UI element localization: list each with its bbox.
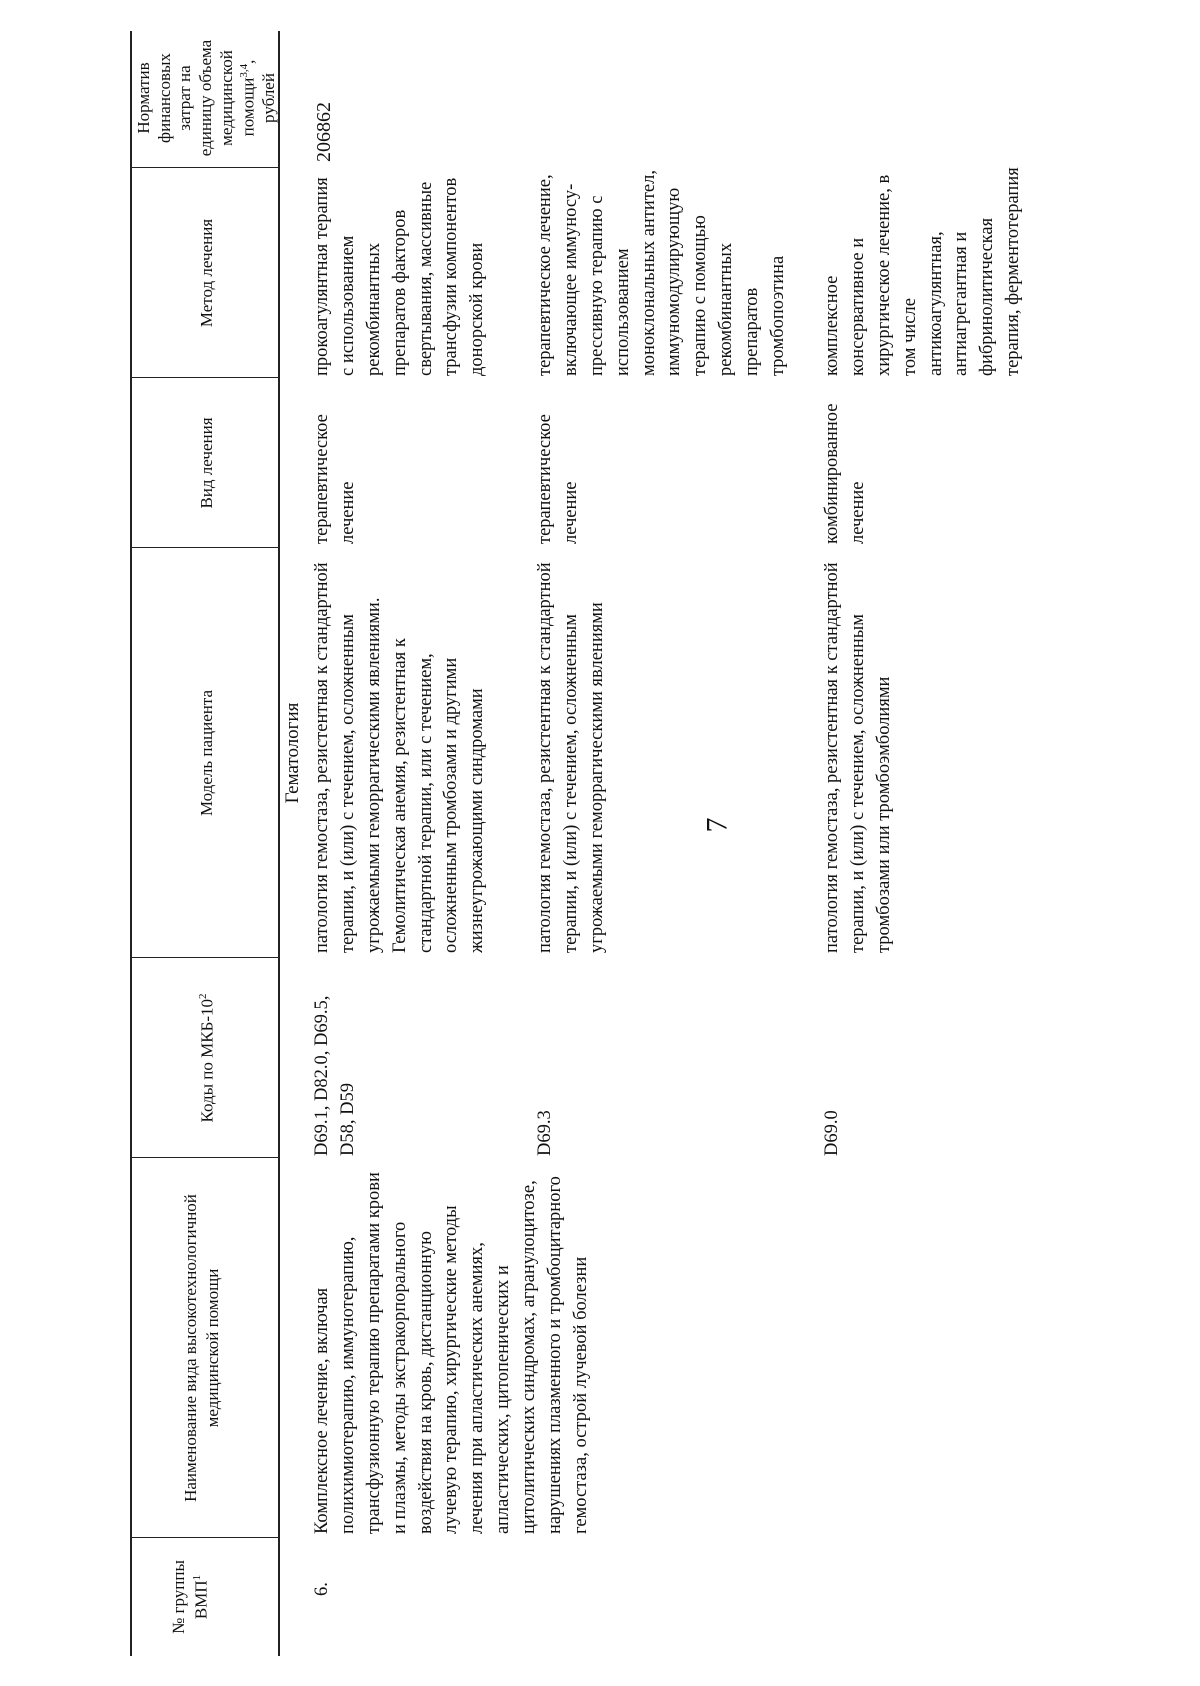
row2-patient-model: патология гемостаза, резистентная к стандартной терапии, и (или) с течением, осложненным угрожаемыми геморрагическими явлениями <box>535 562 607 953</box>
col-sep-6 <box>130 167 279 168</box>
landscape-table-sheet <box>130 31 1130 1656</box>
header-group-number: № группы ВМП$^1$ <box>169 1560 211 1634</box>
col-sep-1 <box>130 1537 279 1538</box>
header-patient-model: Модель пациента <box>197 689 216 817</box>
row1-treatment-method: прокоагулянтная терапия с использованием рекомбинантных препаратов факторов свертывания, массивные трансфузии компонентов донорской крови <box>312 177 488 376</box>
row1-treatment-type: терапевтическое лечение <box>312 414 358 544</box>
header-treatment-method: Метод лечения <box>197 218 216 328</box>
row3-treatment-method: комплексное консервативное и хирургическое лечение, в том числе антикоагулянтная, антиагрегантная и фибринолитическая терапия, ферментотерапия <box>822 167 1024 376</box>
group-number: 6. <box>312 1582 332 1596</box>
group-vmp-name: Комплексное лечение, включая полихимиотерапию, иммунотерапию, трансфузионную терапию препаратами крови и плазмы, методы экстракорпорального воздействия на кровь, дистанционную лучевую терапию, хирургические методы лечения при апластических анемиях, апластических, цитопенических и цитолитических синдромах, агранулоцитозе, нарушениях плазменного и тромбоцитарного гемостаза, острой лучевой болезни <box>312 1172 591 1534</box>
row3-treatment-type: комбинированное лечение <box>822 403 868 544</box>
section-title: Гематология <box>282 702 303 804</box>
col-sep-2 <box>130 1157 279 1158</box>
header-treatment-type: Вид лечения <box>197 417 216 509</box>
col-sep-4 <box>130 547 279 548</box>
col-sep-5 <box>130 377 279 378</box>
row3-icd-codes: D69.0 <box>822 1110 842 1156</box>
header-vmp-name: Наименование вида высокотехнологичной медицинской помощи <box>181 1194 222 1502</box>
group-norm-value: 206862 <box>313 102 335 162</box>
page-number: 7 <box>700 817 734 833</box>
col-sep-3 <box>130 957 279 958</box>
row2-treatment-type: терапевтическое лечение <box>535 414 581 544</box>
header-bottom-rule <box>278 31 280 1656</box>
header-financial-norm: Норматив финансовых затрат на единицу объема медицинской помощи$^{3,4}$, рублей <box>134 39 279 157</box>
row2-icd-codes: D69.3 <box>535 1110 555 1156</box>
header-icd-codes: Коды по МКБ-$10^2$ <box>197 993 217 1123</box>
row2-treatment-method: терапевтическое лечение, включающее иммуносу-прессивную терапию с использованием моноклональных антител, иммуномодулирующую терапию с помощью рекомбинантных препаратов тромбопоэтина <box>535 170 789 376</box>
row3-patient-model: патология гемостаза, резистентная к стандартной терапии, и (или) с течением, осложненным тромбозами или тромбоэмболиями <box>822 562 894 953</box>
row1-patient-model: патология гемостаза, резистентная к стандартной терапии, и (или) с течением, осложненным угрожаемыми геморрагическими явлениями. Гемолитическая анемия, резистентная к стандартной терапии, или с течением, осложненным тромбозами и другими жизнеугрожающими синдромами <box>312 562 488 953</box>
row1-icd-codes: D69.1, D82.0, D69.5, D58, D59 <box>312 995 358 1156</box>
table-top-rule <box>130 31 132 1656</box>
